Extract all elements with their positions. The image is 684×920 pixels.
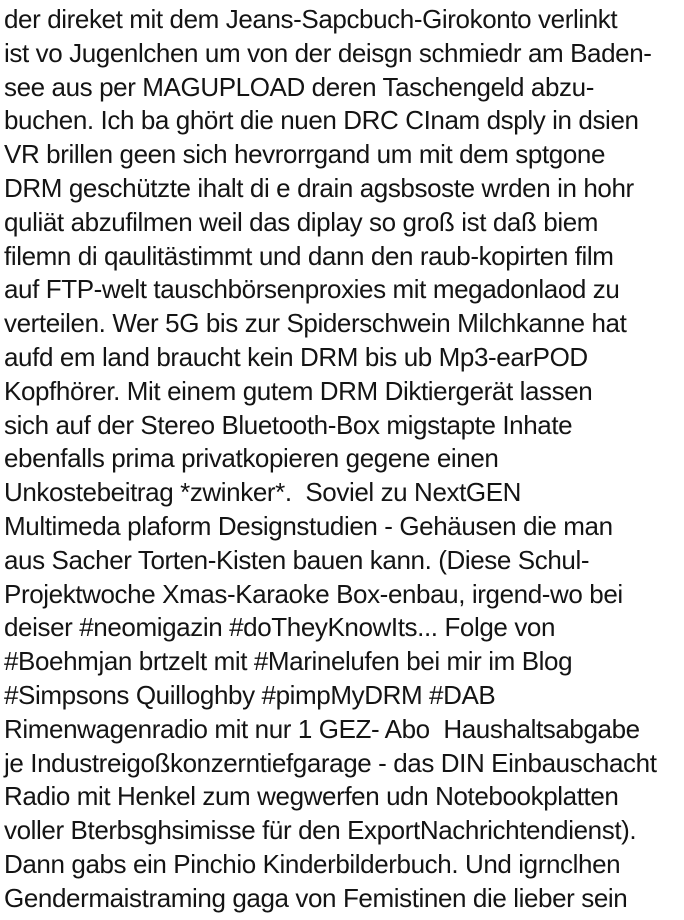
text-line: verteilen. Wer 5G bis zur Spiderschwein Milchkanne hat (4, 308, 627, 339)
text-line: auf FTP-welt tauschbörsenproxies mit megadonlaod zu (4, 274, 620, 305)
text-line: buchen. Ich ba ghört die nuen DRC CInam dsply in dsien (4, 105, 639, 136)
text-line: je Industreigoßkonzerntiefgarage - das DIN Einbauschacht (4, 747, 657, 778)
text-line: der direket mit dem Jeans-Sapcbuch-Girokonto verlinkt (4, 4, 618, 34)
text-line: deiser #neomigazin #doTheyKnowIts... Folge von (4, 612, 556, 643)
text-line: Gendermaistraming gaga von Femistinen die lieber sein (4, 882, 628, 913)
text-line: aufd em land braucht kein DRM bis ub Mp3-earPOD (4, 341, 588, 372)
text-line: sich auf der Stereo Bluetooth-Box migstapte Inhate (4, 409, 573, 440)
text-line: Rimenwagenradio mit nur 1 GEZ- Abo Haushaltsabgabe (4, 713, 640, 744)
text-line: filemn di qaulitästimmt und dann den raub-kopirten film (4, 240, 614, 271)
text-line: quliät abzufilmen weil das diplay so groß ist daß biem (4, 206, 599, 237)
text-line: voller Bterbsghsimisse für den ExportNachrichtendienst). (4, 815, 637, 846)
text-line: Multimeda plaform Designstudien - Gehäusen die man (4, 510, 613, 541)
text-line: #Boehmjan brtzelt mit #Marinelufen bei mir im Blog (4, 646, 573, 677)
text-line: ebenfalls prima privatkopieren gegene einen (4, 443, 499, 474)
text-line: Unkostebeitrag *zwinker*. Soviel zu NextGEN (4, 477, 522, 508)
text-line: #Simpsons Quilloghby #pimpMyDRM #DAB (4, 679, 496, 710)
text-line: Projektwoche Xmas-Karaoke Box-enbau, irgend-wo bei (4, 578, 623, 609)
text-line: VR brillen geen sich hevrorrgand um mit dem sptgone (4, 139, 606, 170)
text-line: DRM geschützte ihalt di e drain agsbsoste wrden in hohr (4, 172, 634, 203)
text-line: ist vo Jugenlchen um von der deisgn schmiedr am Baden- (4, 37, 652, 68)
text-line: Kopfhörer. Mit einem gutem DRM Diktiergerät lassen (4, 375, 593, 406)
text-line: see aus per MAGUPLOAD deren Taschengeld abzu- (4, 71, 594, 102)
text-line: Radio mit Henkel zum wegwerfen udn Notebookplatten (4, 781, 619, 812)
text-line: aus Sacher Torten-Kisten bauen kann. (Diese Schul- (4, 544, 590, 575)
text-line: Dann gabs ein Pinchio Kinderbilderbuch. Und igrnclhen (4, 848, 621, 879)
